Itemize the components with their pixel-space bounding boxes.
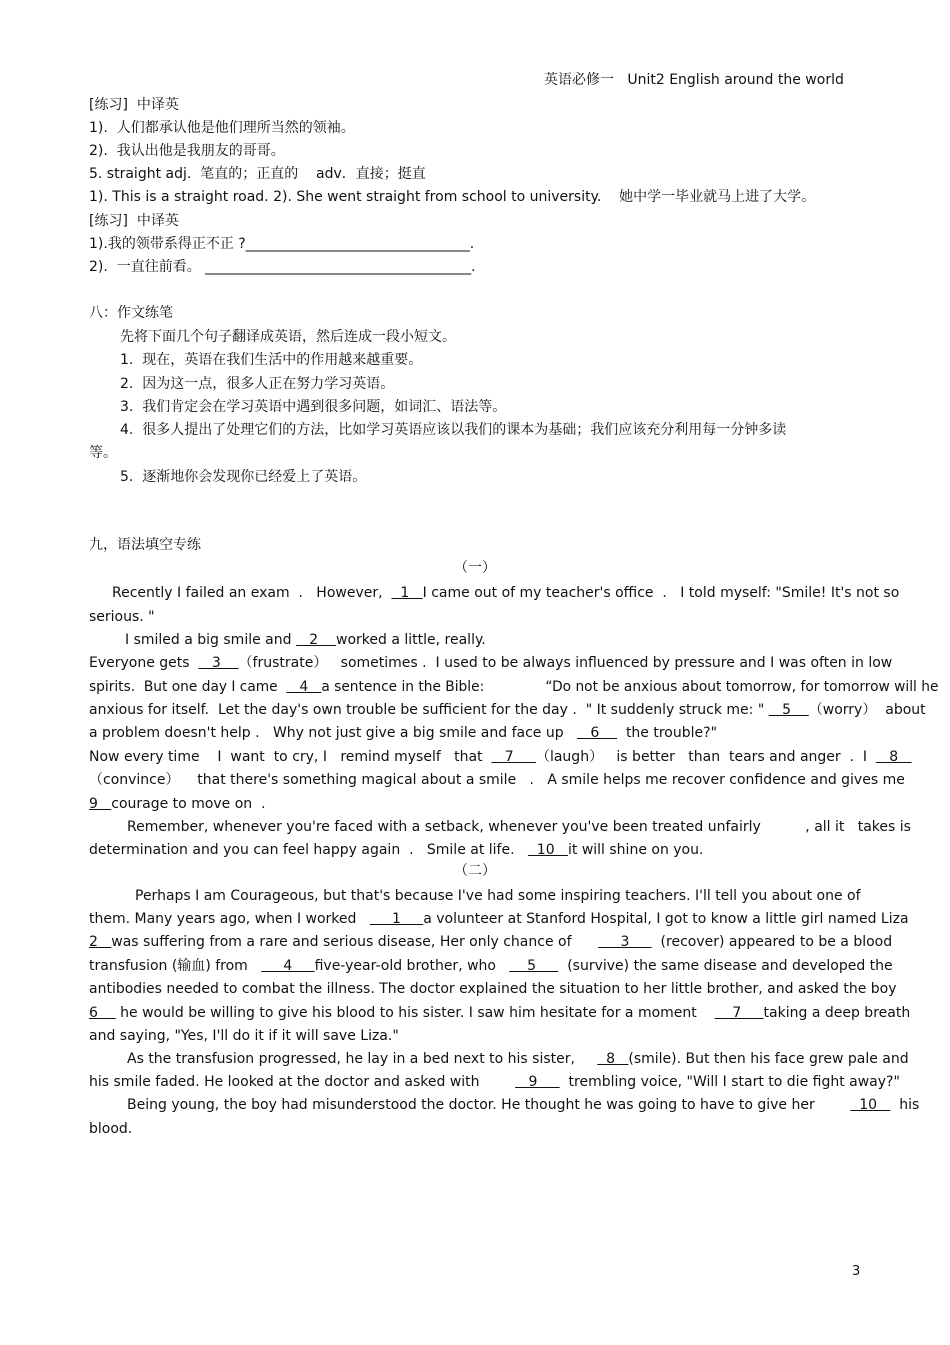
list-item-continued: 等。 bbox=[89, 445, 117, 461]
passage-line: 9 courage to move on . bbox=[89, 796, 266, 812]
passage-line: 2 was suffering from a rare and serious disease, Her only chance of 3 (recover) appeared to be a blood bbox=[89, 934, 893, 950]
page-number: 3 bbox=[852, 1264, 861, 1279]
example-sentences: 1). This is a straight road. 2). She went straight from school to university. 她中学一毕业就马上进了大学。 bbox=[89, 189, 816, 205]
blank: 10 bbox=[527, 842, 568, 858]
passage-line: transfusion (输血) from 4 five-year-old brother, who 5 (survive) the same disease and developed the bbox=[89, 958, 893, 974]
list-item: 5. 逐渐地你会发现你已经爱上了英语。 bbox=[120, 469, 367, 485]
practice-heading: [练习] 中译英 bbox=[89, 213, 179, 229]
blank: 2 bbox=[295, 632, 337, 648]
blank: 3 bbox=[198, 655, 239, 671]
blank: 4 bbox=[286, 679, 322, 695]
passage-marker: （一） bbox=[454, 560, 496, 576]
text-line: 2). 我认出他是我朋友的哥哥。 bbox=[89, 143, 285, 159]
blank: 8 bbox=[875, 749, 912, 765]
blank: 1 bbox=[391, 585, 423, 601]
blank: 6 bbox=[576, 725, 618, 741]
passage-line: a problem doesn't help . Why not just give a big smile and face up 6 the trouble?" bbox=[89, 725, 718, 741]
passage-line: determination and you can feel happy again . Smile at life. 10 it will shine on you. bbox=[89, 842, 704, 858]
passage-line: 6 he would be willing to give his blood to his sister. I saw him hesitate for a moment 7 taking a deep breath bbox=[89, 1005, 911, 1021]
blank: 2 bbox=[89, 934, 112, 950]
text-line: 1).我的领带系得正不正 ?________________________________. bbox=[89, 236, 475, 252]
list-item: 1. 现在，英语在我们生活中的作用越来越重要。 bbox=[120, 352, 423, 368]
list-item: 4. 很多人提出了处理它们的方法，比如学习英语应该以我们的课本为基础；我们应该充分利用每一分钟多读 bbox=[120, 422, 787, 438]
passage-line: Perhaps I am Courageous, but that's because I've had some inspiring teachers. I'll tell you about one of bbox=[135, 888, 861, 904]
blank: 4 bbox=[261, 958, 315, 974]
passage-line: antibodies needed to combat the illness. The doctor explained the situation to her little brother, and asked the boy bbox=[89, 981, 897, 997]
text-line: 2). 一直往前看。 ______________________________________. bbox=[89, 259, 476, 275]
passage-line: Now every time I want to cry, I remind myself that 7 （laugh） is better than tears and anger . I 8 bbox=[89, 749, 912, 765]
blank: 1 bbox=[369, 911, 424, 927]
passage-line: spirits. But one day I came 4 a sentence in the Bible: “Do not be anxious about tomorrow, for tomorrow will he bbox=[89, 679, 939, 695]
blank: 8 bbox=[597, 1051, 629, 1067]
passage-line: Recently I failed an exam . However, 1 I came out of my teacher's office . I told myself: "Smile! It's not so bbox=[112, 585, 900, 601]
vocab-entry: 5. straight adj. 笔直的；正直的 adv．直接；挺直 bbox=[89, 166, 426, 182]
page-header: 英语必修一 Unit2 English around the world bbox=[544, 72, 844, 88]
blank: 9 bbox=[89, 796, 112, 812]
blank: 5 bbox=[509, 958, 559, 974]
section-heading: 八：作文练笔 bbox=[89, 305, 173, 321]
practice-heading: [练习] 中译英 bbox=[89, 97, 179, 113]
list-item: 3. 我们肯定会在学习英语中遇到很多问题，如词汇、语法等。 bbox=[120, 399, 507, 415]
passage-line: serious. " bbox=[89, 609, 155, 625]
text-line: 1). 人们都承认他是他们理所当然的领袖。 bbox=[89, 120, 355, 136]
blank: 3 bbox=[598, 934, 652, 950]
passage-line: his smile faded. He looked at the doctor and asked with 9 trembling voice, "Will I start to die fight away?" bbox=[89, 1074, 900, 1090]
blank: 5 bbox=[768, 702, 809, 718]
blank: 7 bbox=[491, 749, 536, 765]
passage-line: and saying, "Yes, I'll do it if it will save Liza." bbox=[89, 1028, 399, 1044]
passage-line: anxious for itself. Let the day's own trouble be sufficient for the day . " It suddenly struck me: " 5 （worry） about bbox=[89, 702, 926, 718]
passage-line: them. Many years ago, when I worked 1 a volunteer at Stanford Hospital, I got to know a little girl named Liza bbox=[89, 911, 909, 927]
passage-line: As the transfusion progressed, he lay in a bed next to his sister, 8 (smile). But then his face grew pale and bbox=[127, 1051, 909, 1067]
list-item: 2. 因为这一点，很多人正在努力学习英语。 bbox=[120, 376, 395, 392]
blank: 9 bbox=[515, 1074, 560, 1090]
instruction: 先将下面几个句子翻译成英语，然后连成一段小短文。 bbox=[120, 329, 456, 345]
passage-line: Being young, the boy had misunderstood the doctor. He thought he was going to have to give her 10 his bbox=[127, 1097, 920, 1113]
passage-line: （convince） that there's something magical about a smile . A smile helps me recover confidence and gives me bbox=[89, 772, 905, 788]
blank: 6 bbox=[89, 1005, 116, 1021]
passage-line: I smiled a big smile and 2 worked a little, really. bbox=[125, 632, 486, 648]
passage-marker: （二） bbox=[454, 863, 496, 879]
blank: 10 bbox=[850, 1097, 891, 1113]
passage-line: Everyone gets 3 （frustrate） sometimes . I used to be always influenced by pressure and I was often in low bbox=[89, 655, 893, 671]
blank: 7 bbox=[714, 1005, 764, 1021]
passage-line: Remember, whenever you're faced with a setback, whenever you've been treated unfairly , all it takes is bbox=[127, 819, 911, 835]
section-heading: 九，语法填空专练 bbox=[89, 537, 201, 553]
passage-line: blood. bbox=[89, 1121, 133, 1137]
